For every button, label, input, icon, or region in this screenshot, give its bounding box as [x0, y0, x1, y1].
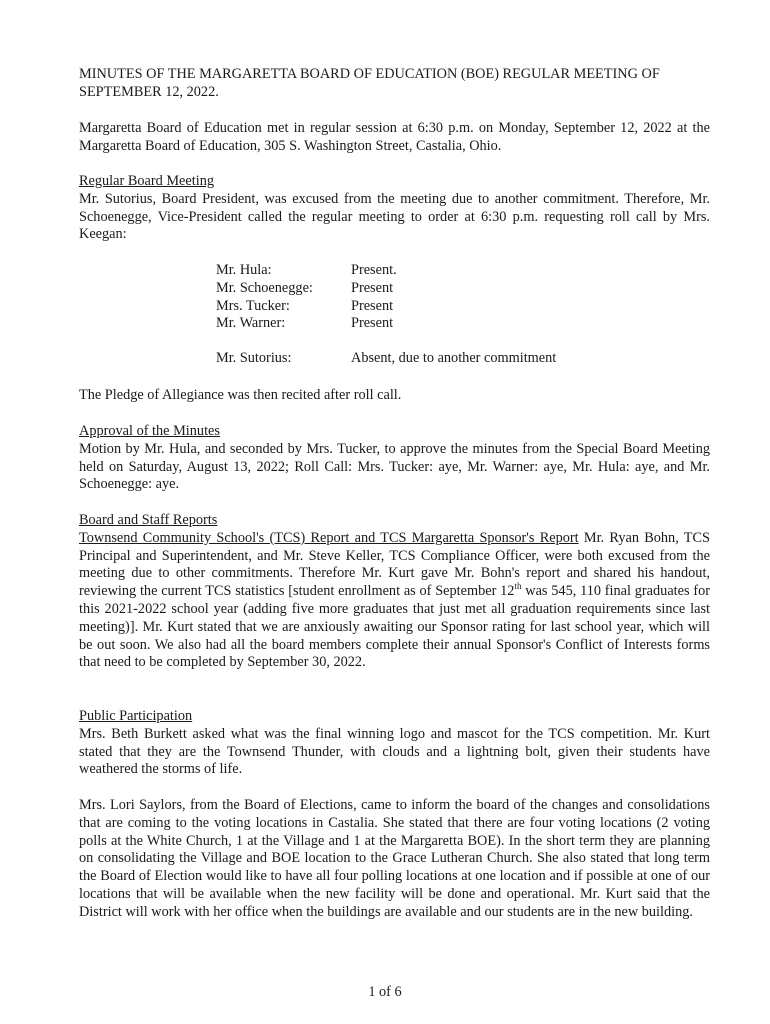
page-number: 1 of 6	[368, 984, 402, 1000]
approval-text: Motion by Mr. Hula, and seconded by Mrs. Tucker, to approve the minutes from the Special Board Meeting held on Saturday, August 13, 2022; Roll Call: Mrs. Tucker: aye, Mr. Warner: aye, Mr. Hula: aye, and Mr. Schoenegge: aye.	[79, 440, 710, 493]
public-participation-section	[79, 708, 710, 779]
intro-paragraph: Margaretta Board of Education met in regular session at 6:30 p.m. on Monday, September 12, 2022 at the Margaretta Board of Education, 305 S. Washington Street, Castalia, Ohio.	[79, 120, 710, 154]
roll-call-status: Present	[351, 315, 394, 332]
tcs-report-text-b: was 545, 110 final graduates for this 2021-2022 school year (adding five more graduates that just met all graduation requirements since last meeting)]. Mr. Kurt stated that we are anxiously awaiting our Sponsor rating for last school year, which will be out soon. We also had all the board members complete their annual Sponsor's Conflict of Interests forms that need to be completed by September 30, 2022.	[79, 583, 711, 671]
public-participation-para2: Mrs. Lori Saylors, from the Board of Elections, came to inform the board of the changes and consolidations that are coming to the voting locations in Castalia. She stated that there are four voting locations (2 voting polls at the White Church, 1 at the Village and 1 at the Margaretta BOE). In the short term they are planning on consolidating the Village and BOE location to the Grace Lutheran Church. She also stated that long term the Board of Election would like to have all four polling locations at one location and if possible at one of our locations that will be available when the new facility will be done and operational. Mr. Kurt said that the District will work with her office when the buildings are available and our students are in the new building.	[79, 797, 710, 920]
roll-call-list	[216, 262, 636, 333]
regular-meeting-heading: Regular Board Meeting	[79, 173, 214, 189]
roll-call-name: Mrs. Tucker:	[216, 297, 290, 314]
regular-meeting-text: Mr. Sutorius, Board President, was excused from the meeting due to another commitment. Therefore, Mr. Schoenegge, Vice-President called the regular meeting to order at 6:30 p.m. requesting roll call by Mrs. Keegan:	[79, 190, 710, 243]
roll-call-status: Present	[351, 279, 394, 296]
roll-call-name: Mr. Schoenegge:	[216, 279, 313, 296]
roll-call-status: Present	[351, 297, 394, 314]
absent-row	[216, 350, 636, 368]
roll-call-name: Mr. Hula:	[216, 262, 272, 278]
tcs-report-subheading: Townsend Community School's (TCS) Report and TCS Margaretta Sponsor's Report	[79, 529, 579, 546]
absent-status: Absent, due to another commitment	[351, 350, 557, 366]
roll-call-status: Present.	[351, 262, 397, 278]
public-participation-heading: Public Participation	[79, 708, 193, 724]
roll-call-name: Mr. Warner:	[216, 315, 286, 332]
approval-heading: Approval of the Minutes	[79, 423, 220, 439]
roll-call-row	[216, 262, 636, 280]
document-title: MINUTES OF THE MARGARETTA BOARD OF EDUCATION (BOE) REGULAR MEETING OF SEPTEMBER 12, 2022.	[79, 66, 660, 100]
board-reports-section	[79, 512, 710, 672]
approval-section	[79, 423, 710, 494]
public-participation-para1: Mrs. Beth Burkett asked what was the final winning logo and mascot for the TCS competition. Mr. Kurt stated that they are the Townsend Thunder, with clouds and a lightning bolt, given their students have weathered the storms of life.	[79, 725, 710, 778]
pledge-paragraph: The Pledge of Allegiance was then recited after roll call.	[79, 387, 402, 403]
superscript-th: th	[514, 581, 522, 592]
board-reports-text	[79, 530, 710, 672]
absent-name: Mr. Sutorius:	[216, 350, 292, 366]
roll-call-row	[216, 298, 636, 316]
regular-meeting-section	[79, 173, 710, 244]
roll-call-row	[216, 280, 636, 298]
absent-list	[216, 350, 636, 368]
roll-call-row	[216, 315, 636, 333]
tcs-report-text-a: Mr. Ryan Bohn, TCS Principal and Superintendent, and Mr. Steve Keller, TCS Compliance Officer, were both excused from the meeting due to other commitments. Therefore Mr. Kurt gave Mr. Bohn's report and shared his handout, reviewing the current TCS statistics [student enrollment as of September 12	[79, 529, 710, 600]
board-reports-heading: Board and Staff Reports	[79, 512, 218, 528]
